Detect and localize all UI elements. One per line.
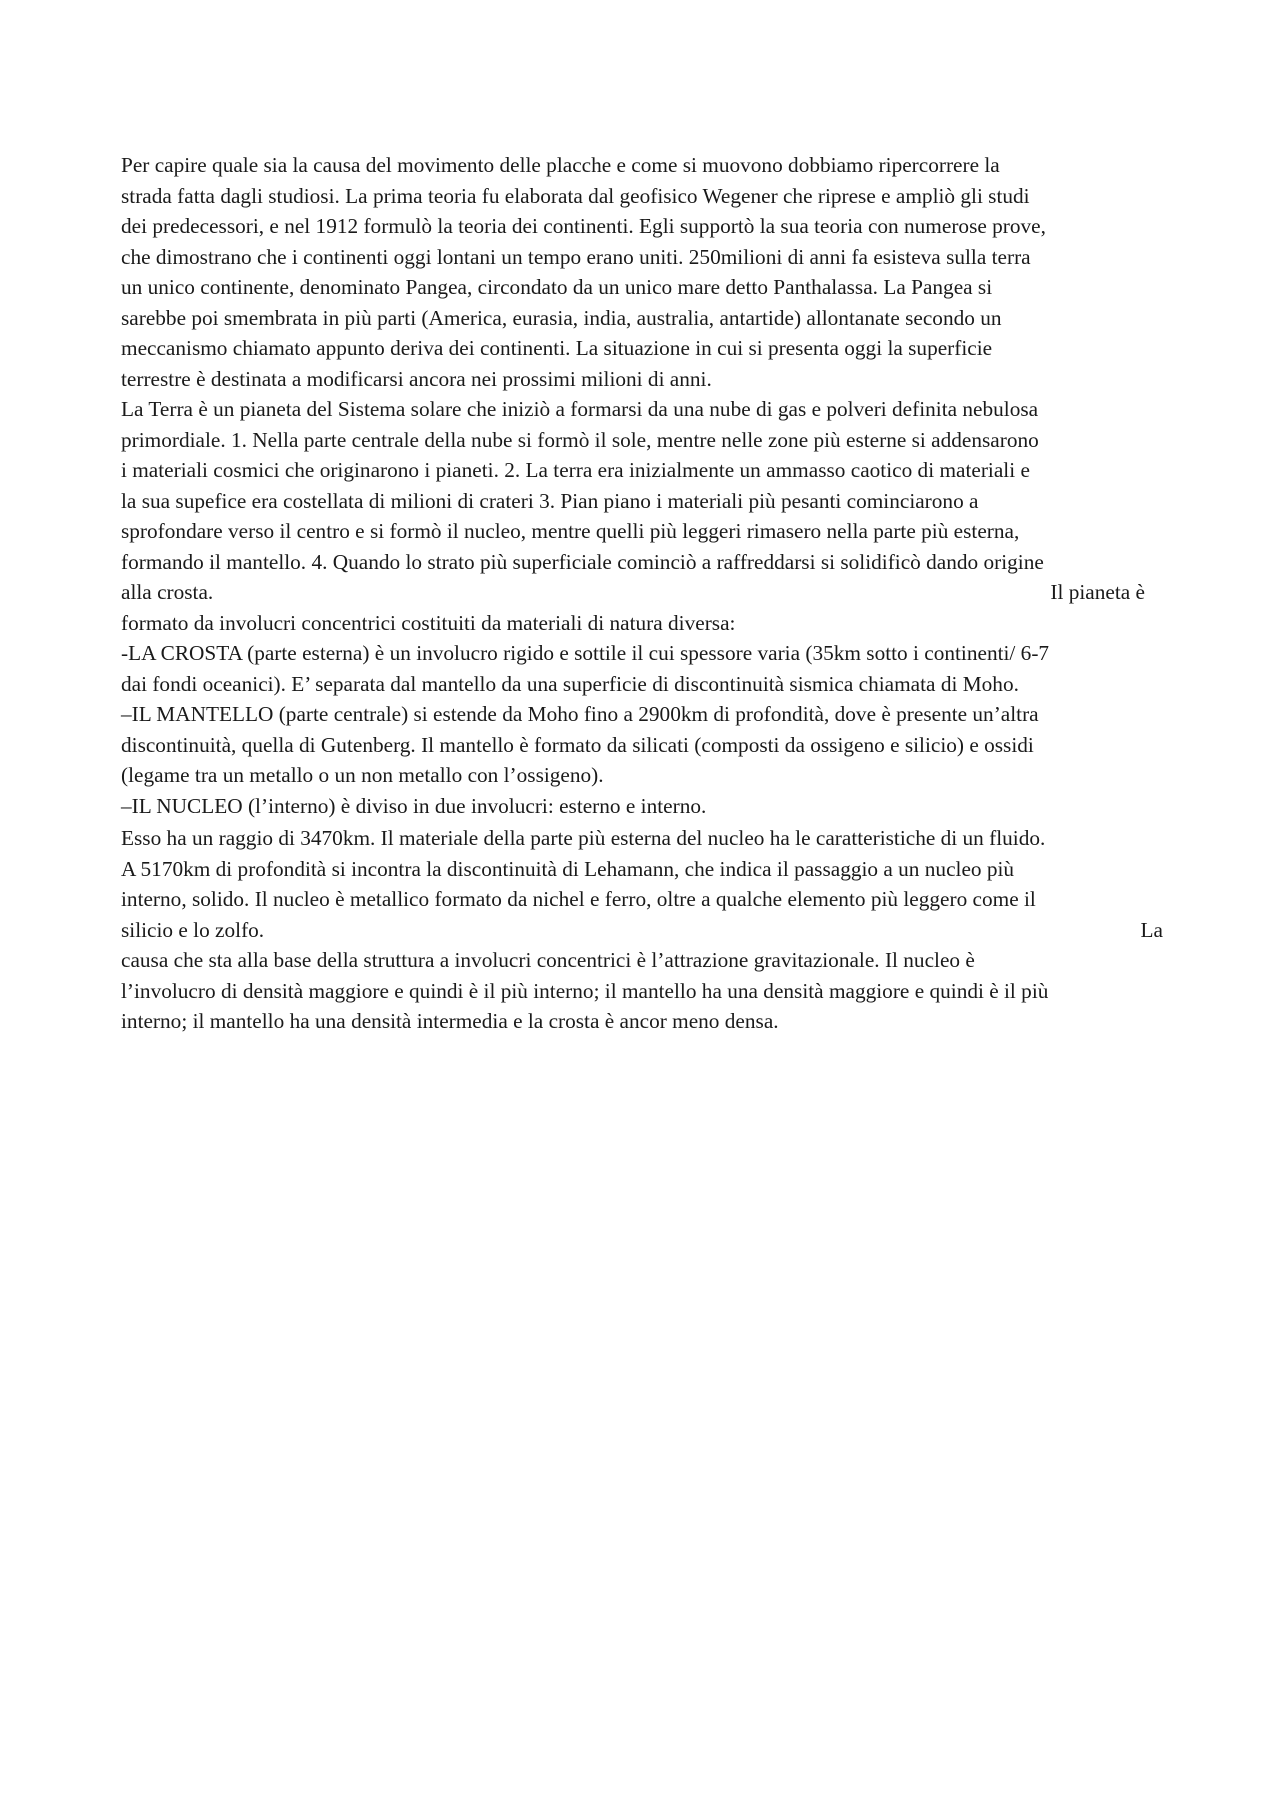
text-line: La Terra è un pianeta del Sistema solare che iniziò a formarsi da una nube di gas e polveri definita nebulosa xyxy=(121,397,1039,421)
text-line: dai fondi oceanici). E’ separata dal mantello da una superficie di discontinuità sismica chiamata di Moho. xyxy=(121,671,1019,696)
text-line: primordiale. 1. Nella parte centrale della nube si formò il sole, mentre nelle zone più esterne si addensarono xyxy=(121,427,1039,452)
text-line: Esso ha un raggio di 3470km. Il materiale della parte più esterna del nucleo ha le caratteristiche di un fluido. xyxy=(121,826,1046,850)
text-line: -LA CROSTA (parte esterna) è un involucro rigido e sottile il cui spessore varia (35km sotto i continenti/ 6-7 xyxy=(121,641,1050,665)
text-line: sarebbe poi smembrata in più parti (America, eurasia, india, australia, antartide) allontanate secondo un xyxy=(121,305,1002,330)
text-line: terrestre è destinata a modificarsi ancora nei prossimi milioni di anni. xyxy=(121,366,712,391)
text-line: causa che sta alla base della struttura a involucri concentrici è l’attrazione gravitazionale. Il nucleo è xyxy=(121,948,975,972)
paragraph-nucleus xyxy=(121,823,1163,1037)
text-line-left: silicio e lo zolfo. xyxy=(121,917,265,942)
text-line: che dimostrano che i continenti oggi lontani un tempo erano uniti. 250milioni di anni fa esisteva sulla terra xyxy=(121,244,1031,269)
text-line: sprofondare verso il centro e si formò il nucleo, mentre quelli più leggeri rimasero nella parte più esterna, xyxy=(121,519,1020,543)
text-line-right: Il pianeta è xyxy=(1050,580,1145,604)
text-line-left: alla crosta. xyxy=(121,580,214,604)
paragraph-plate-tectonics xyxy=(121,150,1163,394)
text-line: i materiali cosmici che originarono i pianeti. 2. La terra era inizialmente un ammasso caotico di materiali e xyxy=(121,458,1030,482)
text-line: interno, solido. Il nucleo è metallico formato da nichel e ferro, oltre a qualche elemento più leggero come il xyxy=(121,887,1036,911)
text-line: Per capire quale sia la causa del movimento delle placche e come si muovono dobbiamo ripercorrere la xyxy=(121,153,1000,177)
text-line-right: La xyxy=(1140,917,1163,942)
text-line: interno; il mantello ha una densità intermedia e la crosta è ancor meno densa. xyxy=(121,1009,779,1033)
text-line-split xyxy=(121,915,1163,946)
text-line: la sua supefice era costellata di milioni di crateri 3. Pian piano i materiali più pesanti cominciarono a xyxy=(121,488,979,513)
text-line: meccanismo chiamato appunto deriva dei continenti. La situazione in cui si presenta oggi la superficie xyxy=(121,336,993,360)
text-line: formato da involucri concentrici costituiti da materiali di natura diversa: xyxy=(121,610,736,635)
text-line: –IL MANTELLO (parte centrale) si estende da Moho fino a 2900km di profondità, dove è presente un’altra xyxy=(121,702,1039,726)
text-line: A 5170km di profondità si incontra la discontinuità di Lehamann, che indica il passaggio a un nucleo più xyxy=(121,856,1015,881)
text-line: (legame tra un metallo o un non metallo con l’ossigeno). xyxy=(121,763,604,787)
text-line: un unico continente, denominato Pangea, circondato da un unico mare detto Panthalassa. La Pangea si xyxy=(121,275,993,299)
text-line: –IL NUCLEO (l’interno) è diviso in due involucri: esterno e interno. xyxy=(121,793,707,818)
text-line-split xyxy=(121,577,1163,608)
document-body xyxy=(121,150,1163,1037)
text-line: discontinuità, quella di Gutenberg. Il mantello è formato da silicati (composti da ossigeno e silicio) e ossidi xyxy=(121,732,1034,757)
text-line: strada fatta dagli studiosi. La prima teoria fu elaborata dal geofisico Wegener che riprese e ampliò gli studi xyxy=(121,183,1030,208)
text-line: dei predecessori, e nel 1912 formulò la teoria dei continenti. Egli supportò la sua teoria con numerose prove, xyxy=(121,214,1046,238)
paragraph-earth-formation xyxy=(121,394,1163,821)
text-line: formando il mantello. 4. Quando lo strato più superficiale cominciò a raffreddarsi si solidificò dando origine xyxy=(121,549,1044,574)
text-line: l’involucro di densità maggiore e quindi è il più interno; il mantello ha una densità maggiore e quindi è il più xyxy=(121,978,1049,1003)
